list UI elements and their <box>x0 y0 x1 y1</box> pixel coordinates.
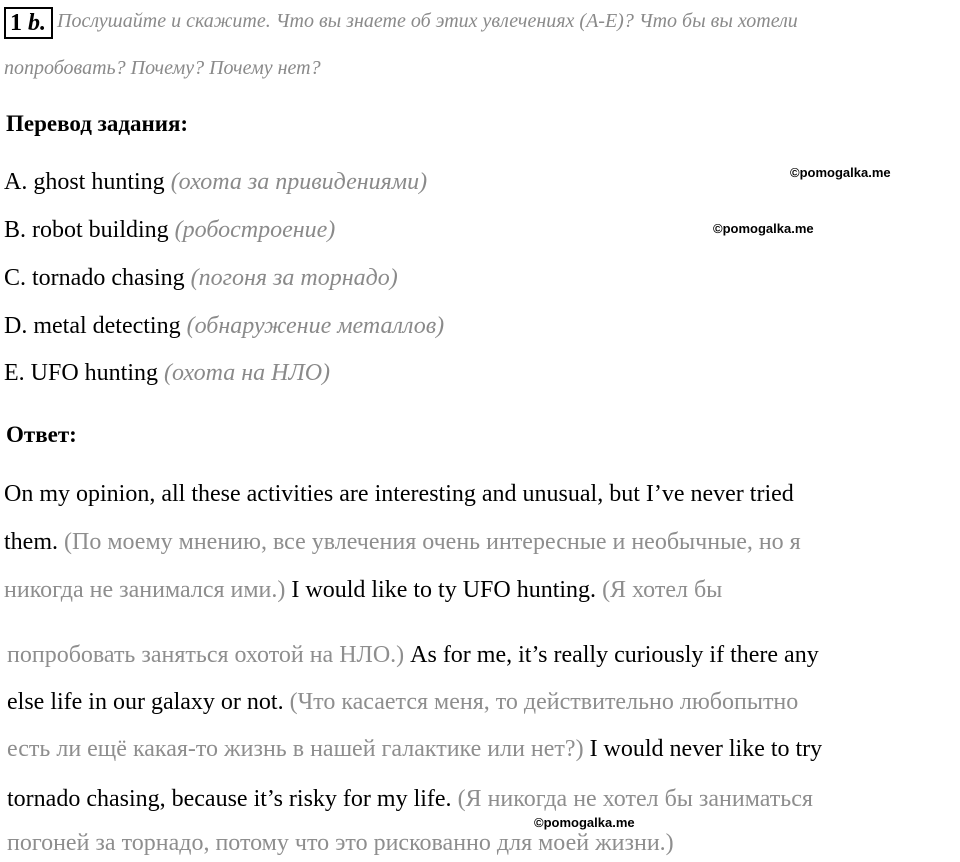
answer-line-2 <box>4 527 801 557</box>
answer-heading: Ответ: <box>6 422 77 447</box>
item-translation: (обнаружение металлов) <box>186 313 445 339</box>
task-prompt-line-1 <box>4 7 798 39</box>
answer-text-ru: (По моему мнению, все увлечения очень интересные и необычные, но я <box>64 529 801 555</box>
answer-text-en: else life in our galaxy or not. <box>7 689 290 715</box>
item-label: E. UFO hunting <box>4 360 159 386</box>
answer-text-en: tornado chasing, because it’s risky for my life. <box>7 786 458 812</box>
answer-line-7 <box>7 784 813 814</box>
item-label: B. robot building <box>4 217 169 243</box>
answer-line-3 <box>4 575 722 605</box>
answer-text-ru: погоней за торнадо, потому что это рискованно для моей жизни.) <box>7 830 674 856</box>
list-item-c <box>4 263 398 293</box>
answer-text-ru: никогда не занимался ими.) <box>4 577 292 603</box>
answer-line-8 <box>7 828 674 858</box>
answer-text-ru: (Что касается меня, то действительно любопытно <box>289 689 799 715</box>
item-label: C. tornado chasing <box>4 265 185 291</box>
answer-text-en: I would never like to try <box>589 736 823 762</box>
answer-line-4 <box>7 640 819 670</box>
answer-text-ru: (Я хотел бы <box>602 577 723 603</box>
item-label: A. ghost hunting <box>4 169 165 195</box>
list-item-b <box>4 215 335 245</box>
item-translation: (погоня за торнадо) <box>190 265 398 291</box>
answer-line-1 <box>4 479 794 509</box>
item-translation: (охота за привидениями) <box>170 169 428 195</box>
item-translation: (охота на НЛО) <box>164 360 331 386</box>
task-number-badge: 1 b. <box>4 7 53 39</box>
item-translation: (робостроение) <box>174 217 336 243</box>
list-item-e <box>4 358 330 388</box>
task-prompt-line-2: попробовать? Почему? Почему нет? <box>4 57 321 79</box>
watermark: ©pomogalka.me <box>713 221 814 236</box>
translation-heading: Перевод задания: <box>6 111 189 136</box>
answer-text-ru: попробовать заняться охотой на НЛО.) <box>7 642 411 668</box>
item-label: D. metal detecting <box>4 313 181 339</box>
answer-line-6 <box>7 734 822 764</box>
answer-text-en: On my opinion, all these activities are interesting and unusual, but I’ve never tried <box>4 481 794 507</box>
answer-line-5 <box>7 687 798 717</box>
answer-text-ru: есть ли ещё какая-то жизнь в нашей галактике или нет?) <box>7 736 590 762</box>
list-item-d <box>4 311 444 341</box>
watermark: ©pomogalka.me <box>534 815 635 830</box>
answer-text-en: them. <box>4 529 64 555</box>
task-prompt-text: Послушайте и скажите. Что вы знаете об этих увлечениях (A-E)? Что бы вы хотели <box>57 10 798 32</box>
answer-text-en: As for me, it’s really curiously if there any <box>410 642 819 668</box>
answer-text-ru: (Я никогда не хотел бы заниматься <box>457 786 813 812</box>
watermark: ©pomogalka.me <box>790 165 891 180</box>
answer-text-en: I would like to ty UFO hunting. <box>291 577 603 603</box>
list-item-a <box>4 167 427 197</box>
